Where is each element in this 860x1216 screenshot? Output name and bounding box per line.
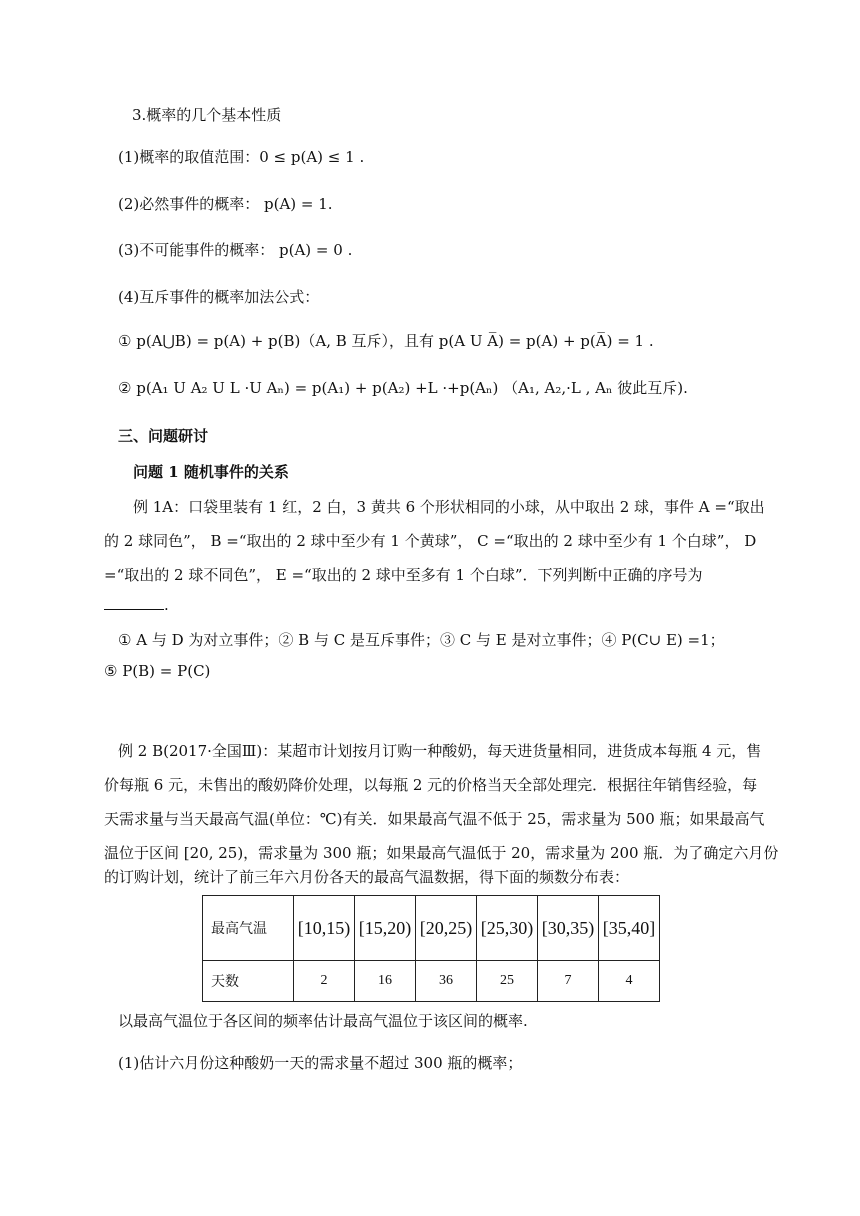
example1-line-3: =“取出的 2 球不同色”， E =“取出的 2 球中至多有 1 个白球”．下列判断中正确的序号为 [104,566,703,584]
table-row-header-days: 天数 [203,961,294,1002]
example1-line-4: . [104,593,169,616]
example1-line-1: 例 1A：口袋里装有 1 红，2 白，3 黄共 6 个形状相同的小球，从中取出 2 球，事件 A =“取出 [133,498,765,516]
example1-options-1: ① A 与 D 为对立事件；② B 与 C 是互斥事件；③ C 与 E 是对立事件；④ P(C∪ E) =1； [118,631,725,649]
interval-cell: [35,40] [599,896,660,961]
interval-cell: [15,20) [355,896,416,961]
property-impossible-event: (3)不可能事件的概率： p(A) = 0 . [118,241,353,259]
days-cell: 36 [416,961,477,1002]
question-1: (1)估计六月份这种酸奶一天的需求量不超过 300 瓶的概率； [118,1054,523,1072]
example2-line-1: 例 2 B(2017·全国Ⅲ)：某超市计划按月订购一种酸奶，每天进货量相同，进货成本每瓶 4 元，售 [118,742,762,760]
formula-mutually-exclusive-two: ① p(A⋃B) = p(A) + p(B)（A, B 互斥），且有 p(A U A̅) = p(A) + p(A̅) = 1 . [118,332,654,350]
example2-line-2: 价每瓶 6 元，未售出的酸奶降价处理，以每瓶 2 元的价格当天全部处理完．根据往年销售经验，每 [104,776,758,794]
property-addition-rule: (4)互斥事件的概率加法公式： [118,288,320,306]
days-cell: 4 [599,961,660,1002]
properties-heading: 3.概率的几个基本性质 [132,106,282,124]
example2-line-4: 温位于区间 [20, 25)，需求量为 300 瓶；如果最高气温低于 20，需求量为 200 瓶．为了确定六月份 [104,844,779,862]
example2-line-3: 天需求量与当天最高气温(单位：℃)有关．如果最高气温不低于 25，需求量为 500 瓶；如果最高气 [104,810,765,828]
answer-blank [104,593,164,610]
interval-cell: [20,25) [416,896,477,961]
table-row [203,896,660,961]
interval-cell: [25,30) [477,896,538,961]
days-cell: 16 [355,961,416,1002]
example1-line-2: 的 2 球同色”， B =“取出的 2 球中至少有 1 个黄球”， C =“取出的 2 球中至少有 1 个白球”， D [104,532,757,550]
table-row [203,961,660,1002]
days-cell: 25 [477,961,538,1002]
after-table-text: 以最高气温位于各区间的频率估计最高气温位于该区间的概率. [118,1012,528,1030]
frequency-table [202,895,660,1002]
table-row-header-temperature: 最高气温 [203,896,294,961]
example1-options-2: ⑤ P(B) = P(C) [104,662,211,680]
interval-cell: [30,35) [538,896,599,961]
property-range: (1)概率的取值范围：0 ≤ p(A) ≤ 1 . [118,148,365,166]
interval-cell: [10,15) [294,896,355,961]
days-cell: 2 [294,961,355,1002]
formula-mutually-exclusive-n: ② p(A₁ U A₂ U L ·U Aₙ) = p(A₁) + p(A₂) +L ·+p(Aₙ) （A₁, A₂,·L , Aₙ 彼此互斥). [118,379,688,397]
problem-title: 问题 1 随机事件的关系 [133,463,289,481]
days-cell: 7 [538,961,599,1002]
property-certain-event: (2)必然事件的概率： p(A) = 1. [118,195,333,213]
example2-line-5: 的订购计划，统计了前三年六月份各天的最高气温数据，得下面的频数分布表： [104,868,630,886]
section-title: 三、问题研讨 [118,427,209,445]
